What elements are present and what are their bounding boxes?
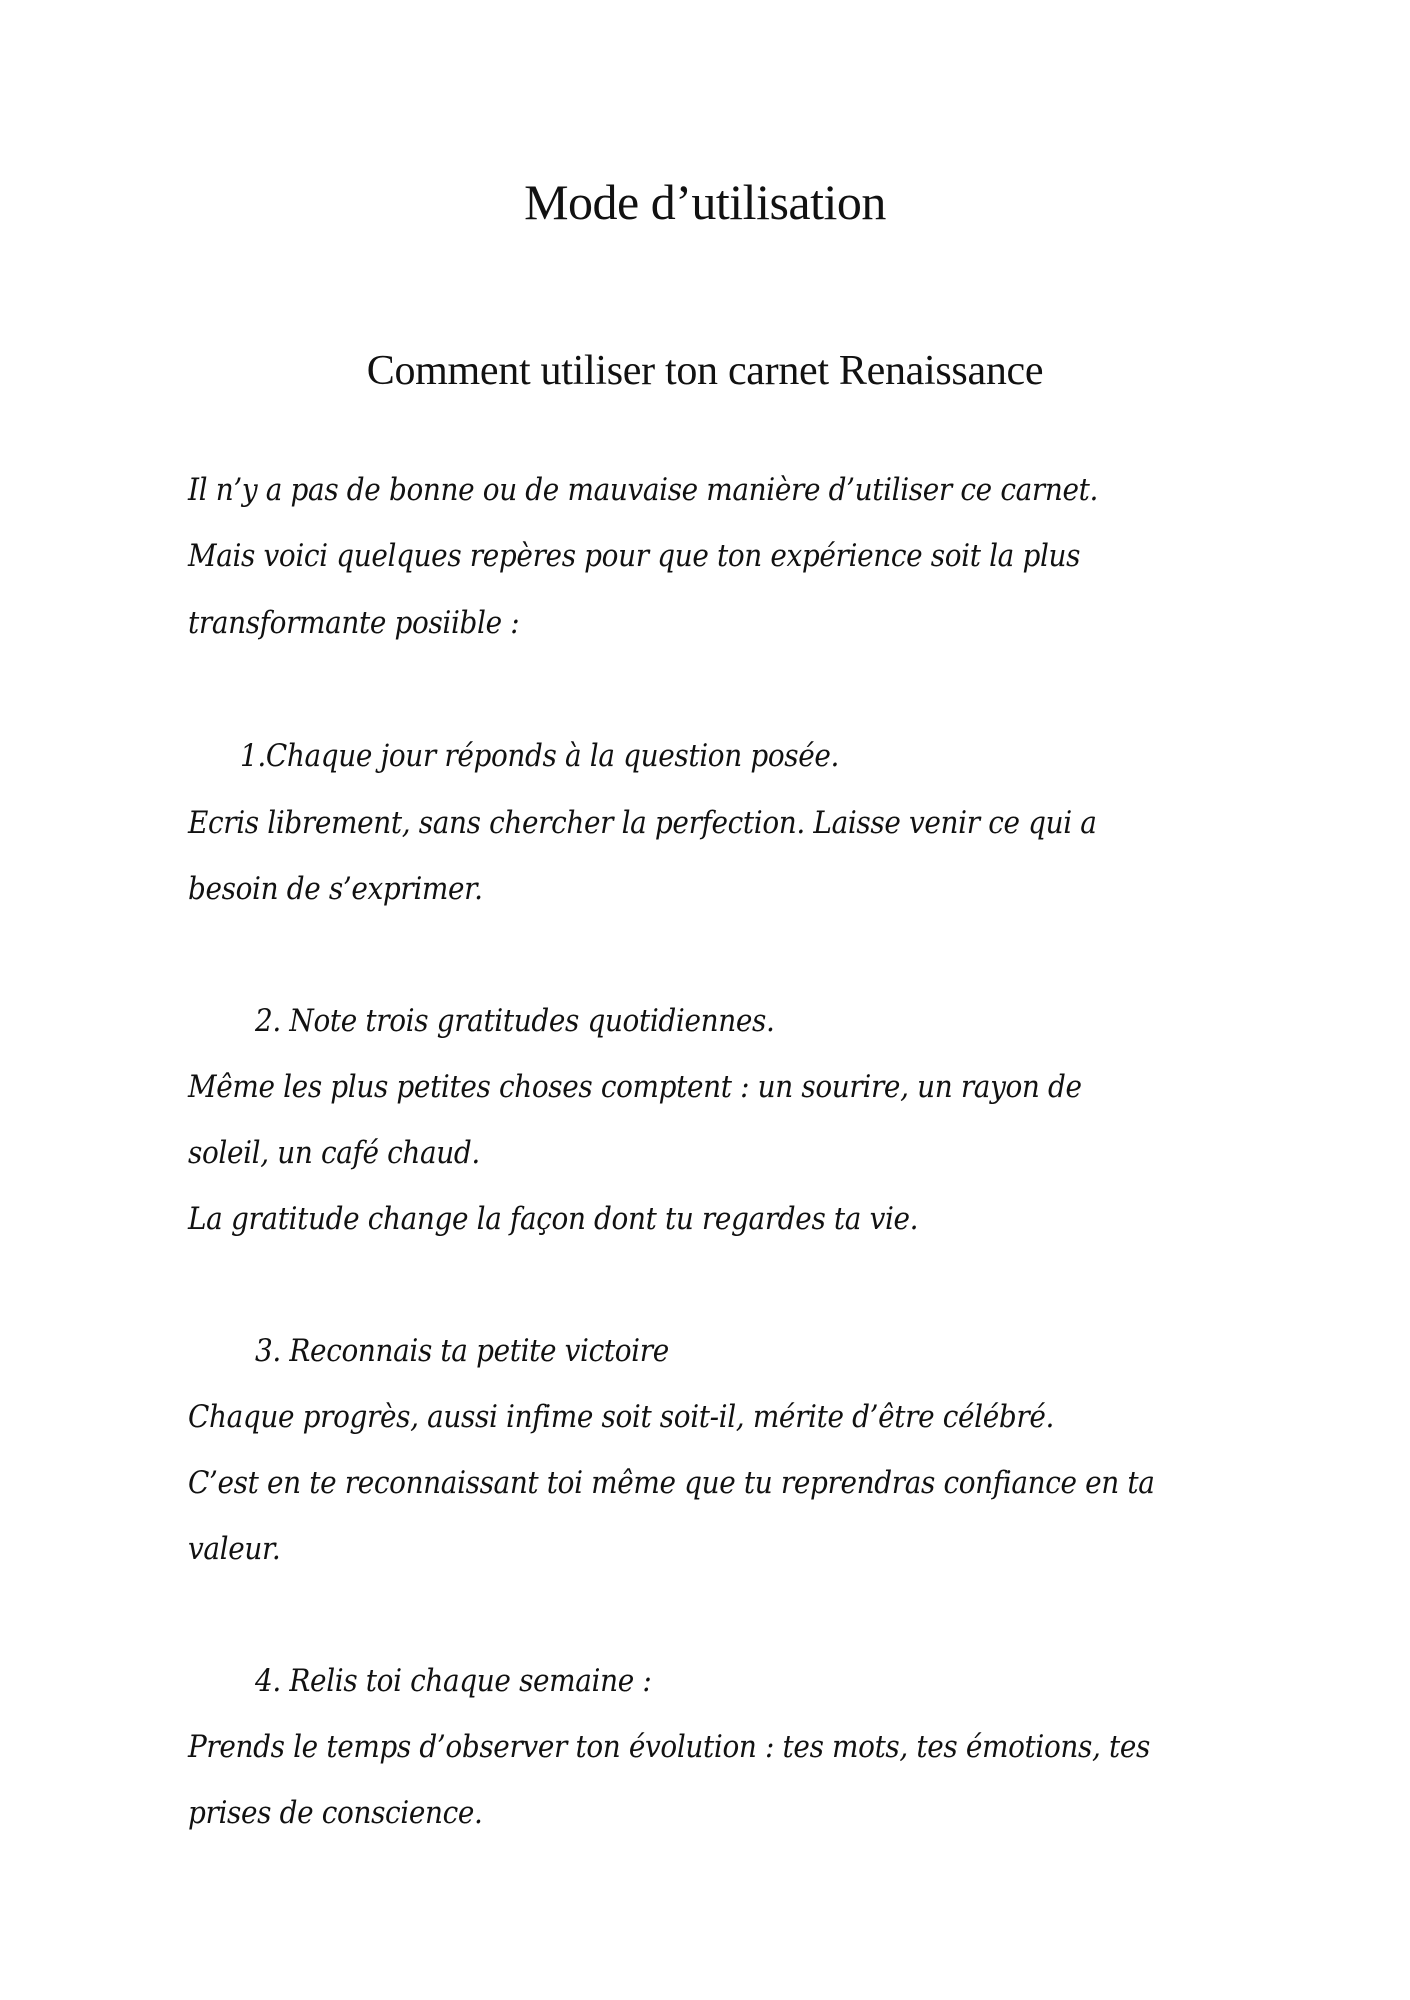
item-heading: 1.Chaque jour réponds à la question posée. xyxy=(240,738,840,774)
intro-line: Il n’y a pas de bonne ou de mauvaise manière d’utiliser ce carnet. xyxy=(188,472,1098,508)
item-line: Ecris librement, sans chercher la perfection. Laisse venir ce qui a xyxy=(188,805,1097,841)
item-heading: 2. Note trois gratitudes quotidiennes. xyxy=(255,1003,775,1039)
item-line: Prends le temps d’observer ton évolution : tes mots, tes émotions, tes xyxy=(188,1729,1150,1765)
page-title: Mode d’utilisation xyxy=(524,174,886,230)
item-heading: 3. Reconnais ta petite victoire xyxy=(255,1333,669,1369)
item-line: valeur. xyxy=(188,1531,281,1567)
item-line: prises de conscience. xyxy=(188,1795,483,1831)
item-line: Chaque progrès, aussi infime soit soit-il, mérite d’être célébré. xyxy=(188,1399,1055,1435)
item-line: besoin de s’exprimer. xyxy=(188,871,483,907)
intro-line: transformante posiible : xyxy=(188,605,520,641)
item-line: Même les plus petites choses comptent : un sourire, un rayon de xyxy=(188,1069,1082,1105)
item-line: C’est en te reconnaissant toi même que tu reprendras confiance en ta xyxy=(188,1465,1155,1501)
page-subtitle: Comment utiliser ton carnet Renaissance xyxy=(366,348,1044,394)
item-heading: 4. Relis toi chaque semaine : xyxy=(255,1663,652,1699)
item-line: La gratitude change la façon dont tu regardes ta vie. xyxy=(188,1201,919,1237)
item-line: soleil, un café chaud. xyxy=(188,1135,480,1171)
intro-line: Mais voici quelques repères pour que ton expérience soit la plus xyxy=(188,538,1081,574)
